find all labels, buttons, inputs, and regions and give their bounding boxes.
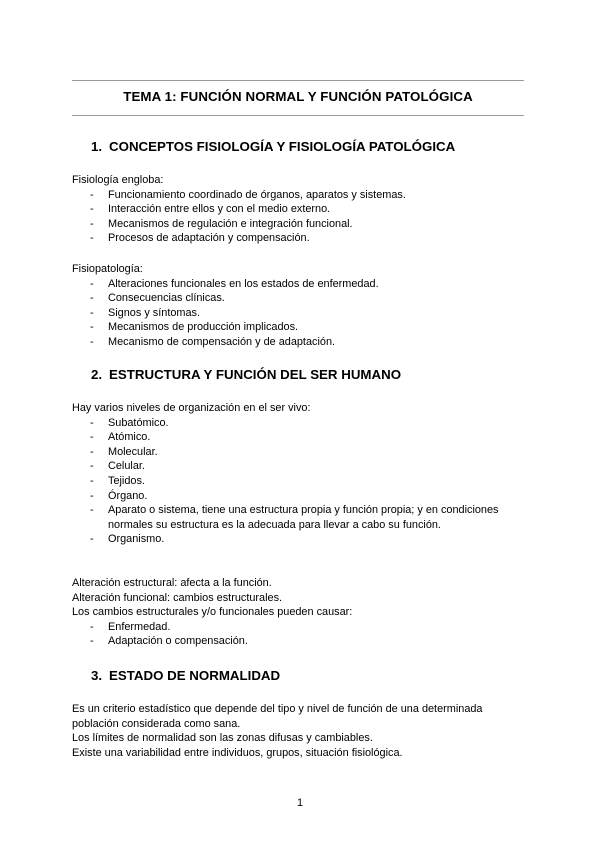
list-item: - Celular. <box>90 460 145 473</box>
section-2-alterations-block <box>72 576 524 649</box>
paragraph: Existe una variabilidad entre individuos, grupos, situación fisiológica. <box>72 746 403 759</box>
section-2-heading <box>91 367 401 382</box>
list-item: - Aparato o sistema, tiene una estructura propia y función propia; y en condiciones normales su estructura es la adecuada para llevar a cabo su función. <box>90 504 499 531</box>
list-item: - Organismo. <box>90 533 165 546</box>
section-number: 2. <box>91 367 103 382</box>
bullet-list <box>72 277 524 350</box>
list-item: - Procesos de adaptación y compensación. <box>90 232 310 245</box>
list-item: - Consecuencias clínicas. <box>90 292 225 305</box>
list-item: - Adaptación o compensación. <box>90 635 248 648</box>
list-item: - Signos y síntomas. <box>90 306 201 319</box>
list-item: - Atómico. <box>90 431 151 444</box>
list-item: - Tejidos. <box>90 474 145 487</box>
title-top-rule <box>72 80 524 81</box>
list-intro: Hay varios niveles de organización en el ser vivo: <box>72 402 311 414</box>
list-item: - Funcionamiento coordinado de órganos, aparatos y sistemas. <box>90 188 406 201</box>
list-item: - Órgano. <box>90 489 148 502</box>
section-3-heading <box>91 668 280 683</box>
list-item: - Interacción entre ellos y con el medio externo. <box>90 203 331 216</box>
document-title: TEMA 1: FUNCIÓN NORMAL Y FUNCIÓN PATOLÓGICA <box>123 89 473 104</box>
list-item: - Molecular. <box>90 445 158 458</box>
list-item: - Alteraciones funcionales en los estados de enfermedad. <box>90 277 379 290</box>
paragraph: Los límites de normalidad son las zonas difusas y cambiables. <box>72 732 373 745</box>
list-item: - Mecanismo de compensación y de adaptación. <box>90 335 336 348</box>
list-item: - Subatómico. <box>90 416 169 429</box>
list-item: - Mecanismos de regulación e integración funcional. <box>90 217 353 230</box>
section-3-normality-block <box>72 702 512 760</box>
title-bottom-rule <box>72 115 524 116</box>
paragraph: Es un criterio estadístico que depende del tipo y nivel de función de una determinada población considerada como sana. <box>72 703 483 730</box>
section-1-physiology-block <box>72 173 524 246</box>
bullet-list <box>72 620 524 649</box>
section-number: 3. <box>91 668 103 683</box>
section-2-levels-block <box>72 401 524 547</box>
section-title: CONCEPTOS FISIOLOGÍA Y FISIOLOGÍA PATOLÓGICA <box>109 139 456 154</box>
text-line: Alteración estructural: afecta a la función. <box>72 577 272 589</box>
section-title: ESTRUCTURA Y FUNCIÓN DEL SER HUMANO <box>109 367 402 382</box>
bullet-list <box>72 188 524 246</box>
list-intro: Fisiología engloba: <box>72 174 164 186</box>
list-intro: Fisiopatología: <box>72 263 143 275</box>
text-line: Alteración funcional: cambios estructurales. <box>72 591 283 604</box>
text-line: Los cambios estructurales y/o funcionales pueden causar: <box>72 606 353 619</box>
section-number: 1. <box>91 139 103 154</box>
section-1-pathophysiology-block <box>72 262 524 350</box>
section-1-heading <box>91 139 455 154</box>
list-item: - Enfermedad. <box>90 620 171 633</box>
bullet-list <box>72 416 524 547</box>
section-title: ESTADO DE NORMALIDAD <box>109 668 281 683</box>
list-item: - Mecanismos de producción implicados. <box>90 321 299 334</box>
page-number: 1 <box>296 797 304 809</box>
